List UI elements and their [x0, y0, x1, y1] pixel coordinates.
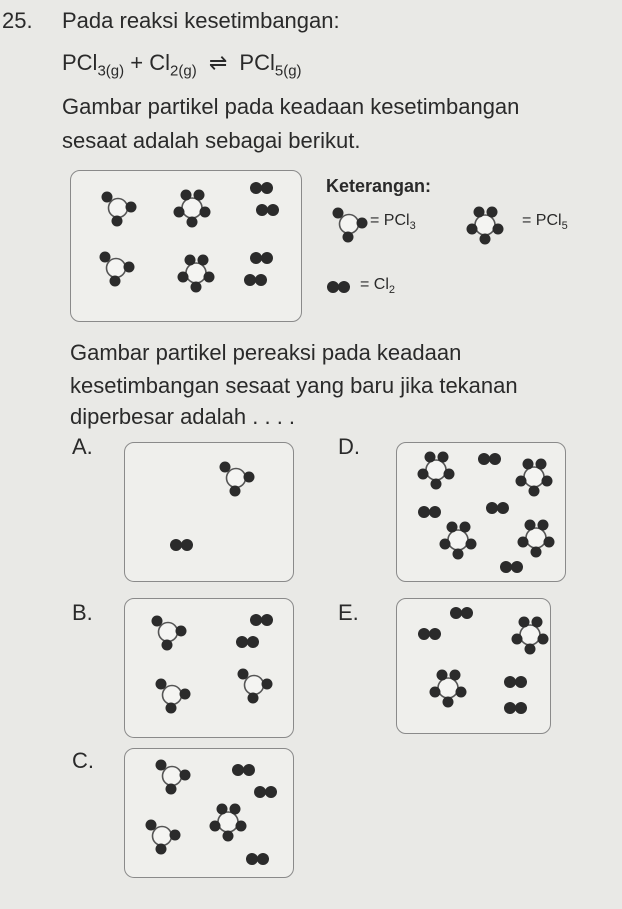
cl2-molecule: [446, 603, 478, 623]
reactant2: Cl: [149, 50, 171, 75]
chlorine-atom: [100, 252, 111, 263]
chlorine-atom: [198, 255, 209, 266]
option-a-label[interactable]: A.: [72, 434, 93, 459]
chlorine-atom: [220, 462, 231, 473]
phosphorus-atom: [153, 827, 172, 846]
chlorine-atom: [515, 676, 527, 688]
legend-pcl5-text: = PCl: [522, 212, 562, 229]
chlorine-atom: [487, 207, 498, 218]
chlorine-atom: [223, 831, 234, 842]
chlorine-atom: [261, 614, 273, 626]
cl2-molecule: [474, 449, 506, 469]
chlorine-atom: [338, 281, 350, 293]
phosphorus-atom: [159, 623, 178, 642]
option-e-label[interactable]: E.: [338, 600, 359, 625]
legend-cl2-label: [360, 276, 395, 296]
chlorine-atom: [474, 207, 485, 218]
reaction-equation: [62, 50, 302, 79]
phosphorus-atom: [245, 676, 264, 695]
pcl3-molecule: [321, 196, 377, 252]
chlorine-atom: [343, 232, 354, 243]
chlorine-atom: [250, 182, 262, 194]
chlorine-atom: [180, 689, 191, 700]
chlorine-atom: [447, 522, 458, 533]
prompt-line-2: kesetimbangan sesaat yang baru jika tekanan: [70, 373, 518, 398]
cl2-molecule: [496, 557, 528, 577]
chlorine-atom: [265, 786, 277, 798]
phosphorus-atom: [448, 530, 468, 550]
chlorine-atom: [437, 670, 448, 681]
chlorine-atom: [261, 252, 273, 264]
chlorine-atom: [238, 669, 249, 680]
chlorine-atom: [529, 486, 540, 497]
chlorine-atom: [152, 616, 163, 627]
phosphorus-atom: [475, 215, 495, 235]
phosphorus-atom: [163, 686, 182, 705]
chlorine-atom: [518, 537, 529, 548]
chlorine-atom: [200, 207, 211, 218]
pcl5-molecule: [162, 178, 222, 238]
chlorine-atom: [156, 679, 167, 690]
pcl5-molecule: [166, 243, 226, 303]
chlorine-atom: [443, 697, 454, 708]
reactant1-sub: 3(g): [97, 62, 125, 80]
chlorine-atom: [418, 469, 429, 480]
chlorine-atom: [156, 760, 167, 771]
equilibrium-arrow: ⇌: [208, 50, 228, 75]
chlorine-atom: [244, 274, 256, 286]
chlorine-atom: [191, 282, 202, 293]
pcl3-molecule: [140, 604, 196, 660]
chlorine-atom: [450, 670, 461, 681]
cl2-molecule: [323, 277, 355, 297]
chlorine-atom: [493, 224, 504, 235]
chlorine-atom: [538, 634, 549, 645]
chlorine-atom: [536, 459, 547, 470]
chlorine-atom: [180, 770, 191, 781]
plus-sign: +: [130, 50, 144, 75]
chlorine-atom: [112, 216, 123, 227]
chlorine-atom: [515, 702, 527, 714]
phosphorus-atom: [186, 263, 206, 283]
chlorine-atom: [500, 561, 512, 573]
chlorine-atom: [187, 217, 198, 228]
chlorine-atom: [444, 469, 455, 480]
chlorine-atom: [267, 204, 279, 216]
chlorine-atom: [156, 844, 167, 855]
chlorine-atom: [243, 764, 255, 776]
pcl3-molecule: [88, 240, 144, 296]
stem-line-2: sesaat adalah sebagai berikut.: [62, 128, 361, 153]
cl2-molecule: [252, 200, 284, 220]
cl2-molecule: [500, 672, 532, 692]
phosphorus-atom: [227, 469, 246, 488]
chlorine-atom: [110, 276, 121, 287]
chlorine-atom: [418, 628, 430, 640]
chlorine-atom: [166, 784, 177, 795]
chlorine-atom: [236, 636, 248, 648]
chlorine-atom: [248, 693, 259, 704]
chlorine-atom: [430, 687, 441, 698]
chlorine-atom: [244, 472, 255, 483]
chlorine-atom: [230, 804, 241, 815]
chlorine-atom: [236, 821, 247, 832]
chlorine-atom: [170, 830, 181, 841]
chlorine-atom: [460, 522, 471, 533]
chlorine-atom: [232, 764, 244, 776]
chlorine-atom: [126, 202, 137, 213]
chlorine-atom: [450, 607, 462, 619]
pcl3-molecule: [208, 450, 264, 506]
chlorine-atom: [333, 208, 344, 219]
chlorine-atom: [440, 539, 451, 550]
pcl5-molecule: [500, 605, 560, 665]
stem-line-1: Gambar partikel pada keadaan kesetimbangan: [62, 94, 520, 119]
pcl3-molecule: [134, 808, 190, 864]
option-d-label[interactable]: D.: [338, 434, 360, 459]
chlorine-atom: [467, 224, 478, 235]
chlorine-atom: [525, 644, 536, 655]
chlorine-atom: [431, 479, 442, 490]
pcl5-molecule: [198, 792, 258, 852]
question-title: Pada reaksi kesetimbangan:: [62, 8, 340, 33]
cl2-molecule: [246, 178, 278, 198]
chlorine-atom: [327, 281, 339, 293]
chlorine-atom: [511, 561, 523, 573]
chlorine-atom: [230, 486, 241, 497]
phosphorus-atom: [438, 678, 458, 698]
chlorine-atom: [262, 679, 273, 690]
chlorine-atom: [489, 453, 501, 465]
legend-cl2-sub: 2: [388, 284, 396, 297]
legend-pcl5-label: [522, 212, 568, 232]
chlorine-atom: [217, 804, 228, 815]
chlorine-atom: [162, 640, 173, 651]
reactant2-sub: 2(g): [170, 62, 197, 80]
chlorine-atom: [438, 452, 449, 463]
phosphorus-atom: [107, 259, 126, 278]
phosphorus-atom: [109, 199, 128, 218]
chlorine-atom: [181, 190, 192, 201]
cl2-molecule: [232, 632, 264, 652]
chlorine-atom: [512, 634, 523, 645]
chlorine-atom: [504, 676, 516, 688]
chlorine-atom: [542, 476, 553, 487]
chlorine-atom: [531, 547, 542, 558]
phosphorus-atom: [218, 812, 238, 832]
chlorine-atom: [257, 853, 269, 865]
chlorine-atom: [544, 537, 555, 548]
chlorine-atom: [146, 820, 157, 831]
chlorine-atom: [174, 207, 185, 218]
cl2-molecule: [246, 610, 278, 630]
chlorine-atom: [519, 617, 530, 628]
cl2-molecule: [228, 760, 260, 780]
chlorine-atom: [247, 636, 259, 648]
chlorine-atom: [525, 520, 536, 531]
cl2-molecule: [242, 849, 274, 869]
chlorine-atom: [181, 539, 193, 551]
cl2-molecule: [414, 624, 446, 644]
cl2-molecule: [166, 535, 198, 555]
chlorine-atom: [185, 255, 196, 266]
phosphorus-atom: [520, 625, 540, 645]
legend-pcl5-sub: 5: [561, 220, 568, 233]
pcl3-molecule: [226, 657, 282, 713]
chlorine-atom: [124, 262, 135, 273]
pcl3-molecule: [144, 667, 200, 723]
product-sub: 5(g): [274, 62, 302, 80]
phosphorus-atom: [340, 215, 359, 234]
legend-title: Keterangan:: [326, 176, 432, 196]
chlorine-atom: [250, 614, 262, 626]
phosphorus-atom: [526, 528, 546, 548]
legend-cl2-text: = Cl: [360, 276, 389, 293]
reactant1: PCl: [62, 50, 98, 75]
chlorine-atom: [456, 687, 467, 698]
legend-pcl3-text: = PCl: [370, 212, 410, 229]
chlorine-atom: [504, 702, 516, 714]
cl2-molecule: [240, 270, 272, 290]
pcl5-molecule: [418, 658, 478, 718]
prompt-line-1: Gambar partikel pereaksi pada keadaan: [70, 340, 462, 365]
pcl3-molecule: [144, 748, 200, 804]
chlorine-atom: [453, 549, 464, 560]
chlorine-atom: [261, 182, 273, 194]
chlorine-atom: [429, 628, 441, 640]
product: PCl: [239, 50, 275, 75]
option-b-label[interactable]: B.: [72, 600, 93, 625]
chlorine-atom: [250, 252, 262, 264]
chlorine-atom: [523, 459, 534, 470]
pcl5-molecule: [455, 195, 515, 255]
chlorine-atom: [532, 617, 543, 628]
chlorine-atom: [516, 476, 527, 487]
chlorine-atom: [194, 190, 205, 201]
phosphorus-atom: [426, 460, 446, 480]
chlorine-atom: [255, 274, 267, 286]
option-c-label[interactable]: C.: [72, 748, 94, 773]
pcl3-molecule: [90, 180, 146, 236]
chlorine-atom: [478, 453, 490, 465]
chlorine-atom: [461, 607, 473, 619]
chlorine-atom: [210, 821, 221, 832]
chlorine-atom: [425, 452, 436, 463]
chlorine-atom: [170, 539, 182, 551]
legend-pcl3-sub: 3: [409, 220, 416, 233]
chlorine-atom: [166, 703, 177, 714]
pcl5-molecule: [406, 440, 466, 500]
cl2-molecule: [500, 698, 532, 718]
chlorine-atom: [176, 626, 187, 637]
chlorine-atom: [178, 272, 189, 283]
question-number: 25.: [2, 8, 33, 33]
cl2-molecule: [246, 248, 278, 268]
pcl5-molecule: [428, 510, 488, 570]
chlorine-atom: [204, 272, 215, 283]
chlorine-atom: [102, 192, 113, 203]
chlorine-atom: [466, 539, 477, 550]
phosphorus-atom: [182, 198, 202, 218]
prompt-line-3: diperbesar adalah . . . .: [70, 404, 296, 429]
chlorine-atom: [256, 204, 268, 216]
phosphorus-atom: [163, 767, 182, 786]
chlorine-atom: [480, 234, 491, 245]
chlorine-atom: [246, 853, 258, 865]
chlorine-atom: [357, 218, 368, 229]
chlorine-atom: [538, 520, 549, 531]
phosphorus-atom: [524, 467, 544, 487]
